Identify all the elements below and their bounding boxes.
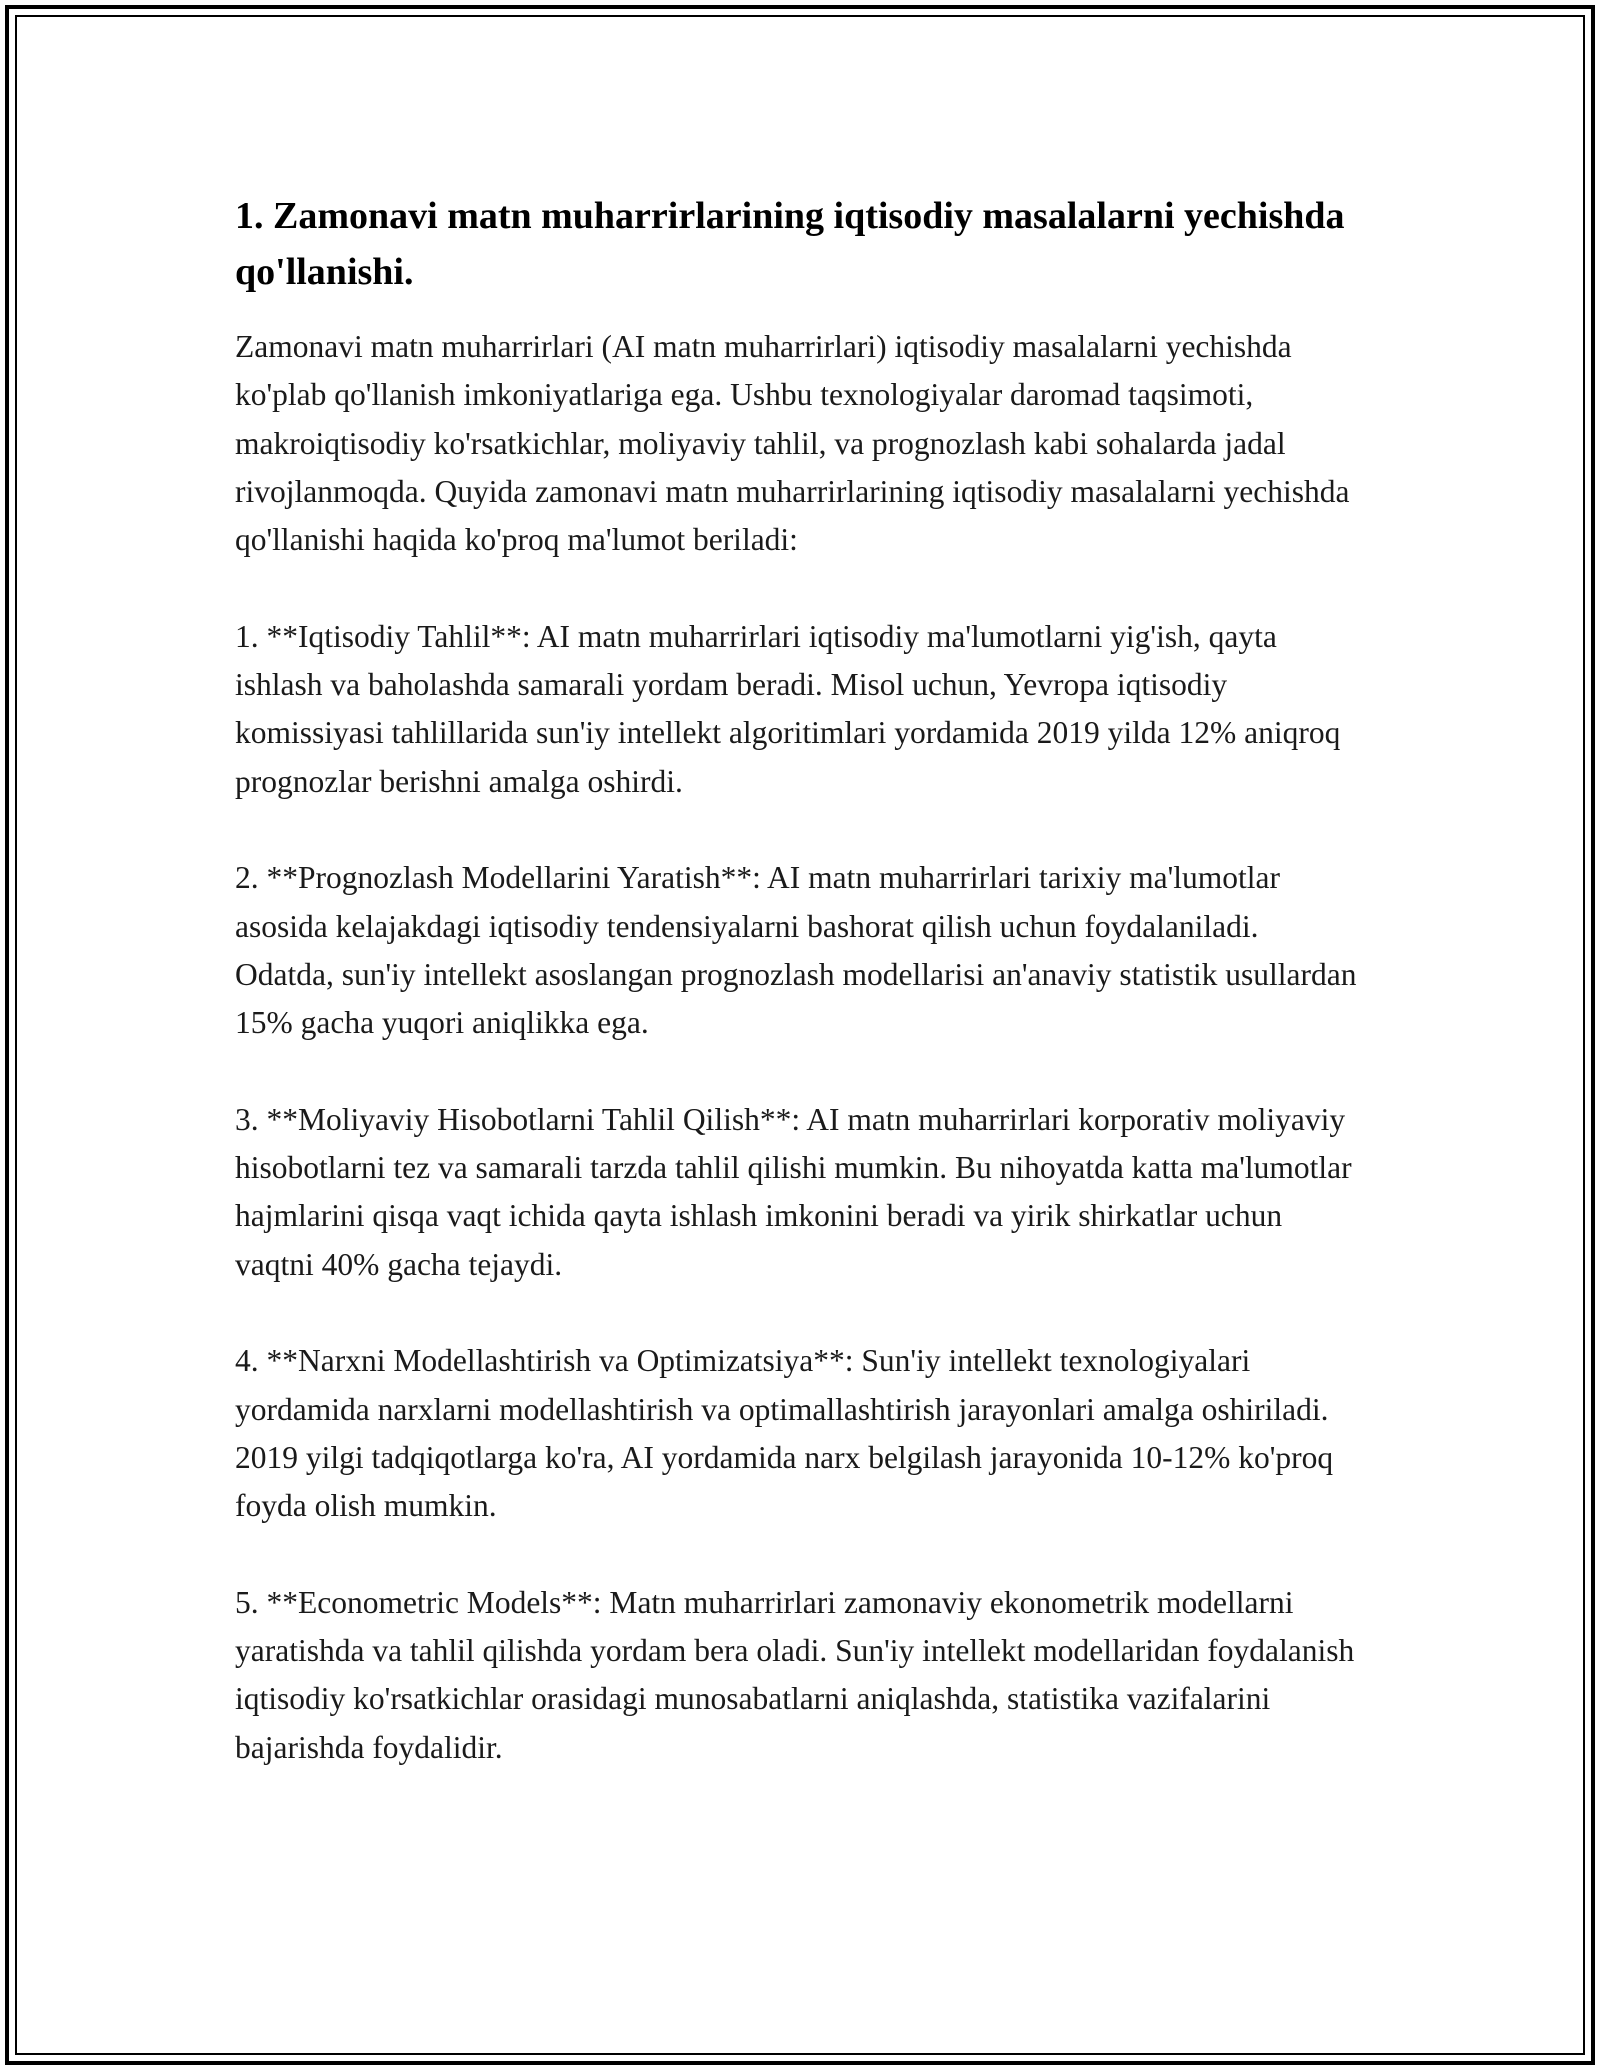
list-item-4: 4. **Narxni Modellashtirish va Optimizatsiya**: Sun'iy intellekt texnologiyalari yordamida narxlarni modellashtirish va optimallashtirish jarayonlari amalga oshiriladi. 2019 yilgi tadqiqotlarga ko'ra, AI yordamida narx belgilash jarayonida 10-12% ko'proq foyda olish mumkin.	[235, 1343, 1334, 1524]
document-title: 1. Zamonavi matn muharrirlarining iqtisodiy masalalarni yechishda qo'llanishi.	[235, 195, 1345, 293]
intro-paragraph: Zamonavi matn muharrirlari (AI matn muharrirlari) iqtisodiy masalalarni yechishda ko'plab qo'llanish imkoniyatlariga ega. Ushbu texnologiyalar daromad taqsimoti, makroiqtisodiy ko'rsatkichlar, moliyaviy tahlil, va prognozlash kabi sohalarda jadal rivojlanmoqda. Quyida zamonavi matn muharrirlarining iqtisodiy masalalarni yechishda qo'llanishi haqida ko'proq ma'lumot beriladi:	[235, 329, 1350, 558]
list-item-5: 5. **Econometric Models**: Matn muharrirlari zamonaviy ekonometrik modellarni yaratishda va tahlil qilishda yordam bera oladi. Sun'iy intellekt modellaridan foydalanish iqtisodiy ko'rsatkichlar orasidagi munosabatlarni aniqlashda, statistika vazifalarini bajarishda foydalidir.	[235, 1584, 1355, 1765]
document-body	[235, 188, 1365, 1772]
list-item-3: 3. **Moliyaviy Hisobotlarni Tahlil Qilish**: AI matn muharrirlari korporativ moliyaviy hisobotlarni tez va samarali tarzda tahlil qilishi mumkin. Bu nihoyatda katta ma'lumotlar hajmlarini qisqa vaqt ichida qayta ishlash imkonini beradi va yirik shirkatlar uchun vaqtni 40% gacha tejaydi.	[235, 1101, 1352, 1282]
list-item-1: 1. **Iqtisodiy Tahlil**: AI matn muharrirlari iqtisodiy ma'lumotlarni yig'ish, qayta ishlash va baholashda samarali yordam beradi. Misol uchun, Yevropa iqtisodiy komissiyasi tahlillarida sun'iy intellekt algoritimlari yordamida 2019 yilda 12% aniqroq prognozlar berishni amalga oshirdi.	[235, 618, 1341, 799]
list-item-2: 2. **Prognozlash Modellarini Yaratish**: AI matn muharrirlari tarixiy ma'lumotlar asosida kelajakdagi iqtisodiy tendensiyalarni bashorat qilish uchun foydalaniladi. Odatda, sun'iy intellekt asoslangan prognozlash modellarisi an'anaviy statistik usullardan 15% gacha yuqori aniqlikka ega.	[235, 860, 1357, 1041]
